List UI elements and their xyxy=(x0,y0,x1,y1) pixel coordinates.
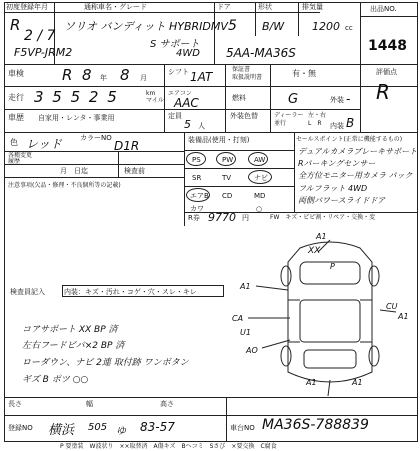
label-inspector: 検査員記入 xyxy=(10,288,45,296)
label-sales-title: セールスポイント(正常に機能するもの) xyxy=(296,136,403,143)
value-cc-unit: cc xyxy=(345,24,353,32)
label-displacement: 排気量 xyxy=(302,3,323,11)
label-doors: ドア xyxy=(217,3,231,11)
label-dealer: ディーラー 並行 xyxy=(274,112,304,127)
label-notes: 注意事項(欠品・修理・不良個所等の記載) xyxy=(8,182,121,189)
value-reg-class: 505 xyxy=(88,422,108,433)
value-shape: B/W xyxy=(262,20,285,33)
label-inspect-month: 月 xyxy=(140,74,147,82)
value-sales-4: フルフラット 4WD xyxy=(298,184,368,193)
label-steer: 左・右 L R xyxy=(308,112,327,127)
diagram-a1-bottom: A1 xyxy=(306,378,317,387)
value-inspect-r: R xyxy=(62,66,73,84)
diagram-xx: XX xyxy=(308,246,321,256)
value-reg-num: 83-57 xyxy=(140,420,175,434)
diagram-ca: CA xyxy=(232,314,244,323)
value-chassis: MA36S-788839 xyxy=(262,417,369,433)
label-equip-title: 装備品(使用・打刻) xyxy=(188,136,250,144)
label-color-code: カラーNO xyxy=(80,134,112,142)
value-note-1: コアサポート XX BP 済 xyxy=(22,325,118,335)
equip-aw: AW xyxy=(254,156,266,164)
value-note-2: 左右フードビバ×2 BP 済 xyxy=(22,341,125,351)
value-rating: R xyxy=(376,80,390,104)
label-inspection: 車検 xyxy=(8,69,24,78)
label-r-price: R券 xyxy=(188,214,200,222)
value-sales-5: 両側パワースライドドア xyxy=(298,196,386,205)
equip-ab: エアB xyxy=(190,192,209,200)
label-width: 幅 xyxy=(86,400,93,408)
label-odo-change: 各種変更 履歴 xyxy=(8,152,33,165)
diagram-a1-bottom-right: A1 xyxy=(352,378,363,387)
value-model-name: ソリオ バンディット HYBRIDMV xyxy=(64,20,228,33)
value-note-3: ローダウン、ナビ 2連 取付跡 ワンボタン xyxy=(22,358,189,368)
equip-sr: SR xyxy=(192,174,202,182)
label-exterior: 外装 xyxy=(330,96,344,104)
equip-md: MD xyxy=(254,192,266,200)
label-length: 長さ xyxy=(8,400,22,408)
equip-ka: カワ xyxy=(190,205,204,213)
label-insurance: 保証書 取扱説明書 xyxy=(232,66,263,81)
value-interior: B xyxy=(346,116,355,130)
value-shift: 1AT xyxy=(190,70,213,84)
value-note-4: ギズ B ポツ ○○ xyxy=(22,375,89,385)
value-sales-2: Rパーキングセンサー xyxy=(298,159,376,168)
equip-tv: TV xyxy=(222,174,232,182)
label-capacity-unit: 人 xyxy=(198,122,205,130)
value-reg-area: 横浜 xyxy=(48,423,75,438)
equip-other: ○ xyxy=(256,205,263,213)
value-fuel: G xyxy=(288,92,299,107)
diagram-p: P xyxy=(330,262,335,271)
value-type-prefix: F5VP-JRM2 xyxy=(14,46,73,59)
value-color-code: D1R xyxy=(114,139,140,153)
value-sales-1: デュアルカメラブレーキサポート xyxy=(298,147,418,156)
label-first-reg: 初度登録年月 xyxy=(6,3,48,11)
value-ac: AAC xyxy=(174,96,199,110)
value-inspect-month: 8 xyxy=(120,66,130,84)
value-month-day: 2 / 7 xyxy=(24,28,56,44)
equip-nav: ナビ xyxy=(254,174,268,182)
label-mile-change: 検査前 xyxy=(124,167,145,175)
label-capacity: 定員 xyxy=(168,112,182,120)
legend: P 要塗装 W波状り ××取替済 A傷キズ Bヘコミ Sさび ×要交換 C腐食 xyxy=(60,443,277,450)
label-ext-color: 外装色替 xyxy=(230,112,258,120)
value-cc: 1200 xyxy=(312,20,340,33)
label-inspector-opts: 内装：キズ・汚れ・コゲ・穴・スレ・キレ xyxy=(64,288,197,296)
equip-pw: PW xyxy=(222,156,234,164)
value-lot: 1448 xyxy=(368,38,407,54)
label-history: 車歴 xyxy=(8,113,24,122)
label-lot: 出品NO. xyxy=(370,5,397,13)
value-inspect-year: 8 xyxy=(82,66,92,84)
label-mileage-unit: km マイル xyxy=(146,90,164,104)
label-history-opts: 自家用・レンタ・事業用 xyxy=(38,114,115,122)
value-grade: S サポート xyxy=(150,39,200,50)
value-color: レッド xyxy=(26,137,62,151)
value-r-price: 9770 xyxy=(208,211,236,224)
diagram-u1: U1 xyxy=(240,328,251,337)
value-exterior: - xyxy=(346,92,351,106)
value-doors: 5 xyxy=(228,18,237,34)
label-reg-no: 登録NO xyxy=(8,424,33,432)
value-reg-kana: ゆ xyxy=(116,426,126,437)
diagram-a1-top: A1 xyxy=(316,232,327,241)
value-model-code: 5AA-MA36S xyxy=(226,46,296,60)
value-drive: 4WD xyxy=(176,48,200,59)
value-sales-3: 全方位モニター用カメラ パック xyxy=(298,171,413,180)
diagram-ao: AO xyxy=(246,346,258,355)
label-mileage: 走行 xyxy=(8,93,24,102)
label-rating: 評価点 xyxy=(376,68,397,76)
diagram-a1-left: A1 xyxy=(240,282,251,291)
label-shift: シフト xyxy=(168,68,189,76)
label-ac: エアコン xyxy=(168,90,192,97)
diagram-a1-right: A1 xyxy=(398,312,409,321)
equip-cd: CD xyxy=(222,192,233,200)
label-shape: 形状 xyxy=(258,3,272,11)
equip-ps: PS xyxy=(192,156,201,164)
label-interior: 内装 xyxy=(330,122,344,130)
diagram-cu: CU xyxy=(386,302,398,311)
label-fw: FW キズ・ピビ割・リペア・交換・変 xyxy=(270,214,376,221)
value-year: R xyxy=(10,16,21,34)
label-chassis-no: 車台NO xyxy=(230,424,255,432)
label-inspect-year: 年 xyxy=(100,74,107,82)
label-height: 高さ xyxy=(160,400,174,408)
label-fuel: 燃料 xyxy=(232,94,246,102)
label-yes-no: 有・無 xyxy=(292,69,316,78)
value-capacity: 5 xyxy=(184,118,191,131)
label-name-grade: 通称車名・グレード xyxy=(84,3,147,11)
label-r-unit: 円 xyxy=(242,214,249,222)
value-mileage: 3 5 5 2 5 xyxy=(34,88,119,106)
label-color: 色 xyxy=(10,138,18,147)
label-date-change: 月 日迄 xyxy=(60,167,88,175)
